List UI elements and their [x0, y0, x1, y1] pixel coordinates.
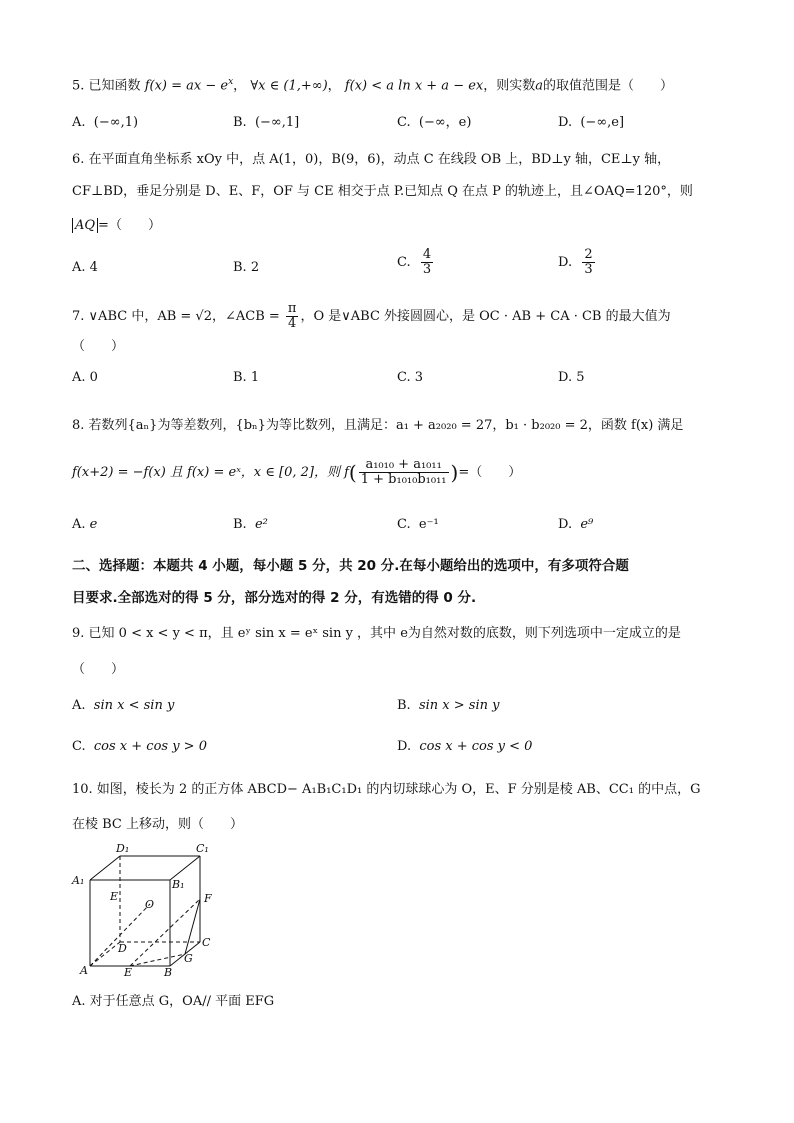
- q10-option-a[interactable]: A. 对于任意点 G，OA// 平面 EFG: [72, 994, 275, 1009]
- label-d1: D₁: [116, 842, 130, 855]
- q9-option-a[interactable]: A. sin x < sin y: [72, 698, 175, 713]
- q5-option-d[interactable]: D. (−∞,e]: [558, 115, 625, 130]
- label-b1: B₁: [172, 878, 185, 891]
- q5-stem: 5. 已知函数 f(x) = ax − $e^x$， ∀x ∈ (1,+∞)， f(x) < a ln x + a − ex，则实数a的取值范围是（ ）: [72, 77, 674, 94]
- cube-figure: [68, 842, 228, 982]
- q8-option-d[interactable]: D. e⁹: [558, 517, 594, 532]
- label-f: F: [204, 892, 212, 905]
- label-o: O: [145, 898, 155, 911]
- q6-option-c[interactable]: C. $\frac{4}{3}$: [397, 247, 432, 277]
- q6-option-d[interactable]: D. $\frac{2}{3}$: [558, 247, 593, 277]
- label-e: E: [124, 966, 133, 979]
- label-c: C: [202, 936, 211, 949]
- q9-option-b[interactable]: B. sin x > sin y: [397, 698, 500, 713]
- label-d: D: [118, 942, 127, 955]
- label-a: A: [80, 964, 88, 977]
- q9-option-d[interactable]: D. cos x + cos y < 0: [397, 739, 533, 754]
- edge-b1c1: [170, 856, 200, 880]
- q8-stem-line1: 8. 若数列{aₙ}为等差数列，{bₙ}为等比数列，且满足：a₁ + a₂₀₂₀ = 27，b₁ · b₂₀₂₀ = 2，函数 f(x) 满足: [72, 418, 684, 433]
- section2-heading-line2: 目要求.全部选对的得 5 分，部分选对的得 2 分，有选错的得 0 分.: [72, 590, 477, 606]
- q7-option-a[interactable]: A. 0: [72, 370, 98, 385]
- q9-paren: （ ）: [72, 662, 125, 677]
- q8-option-a[interactable]: A. e: [72, 517, 98, 532]
- q5-option-c[interactable]: C. (−∞，e): [397, 115, 472, 130]
- abs-aq: AQ: [72, 218, 98, 233]
- q9-stem: 9. 已知 0 < x < y < π，且 eʸ sin x = eˣ sin y ，其中 e为自然对数的底数，则下列选项中一定成立的是: [72, 626, 681, 641]
- q8-option-c[interactable]: C. e⁻¹: [397, 517, 439, 532]
- q5-option-a[interactable]: A. (−∞,1): [72, 115, 139, 130]
- label-c1: C₁: [196, 842, 209, 855]
- q7-option-c[interactable]: C. 3: [397, 370, 424, 385]
- label-e-top: E: [110, 890, 119, 903]
- section2-heading-line1: 二、选择题：本题共 4 小题，每小题 5 分，共 20 分.在每小题给出的选项中，有多项符合题: [72, 558, 629, 574]
- q9-option-c[interactable]: C. cos x + cos y > 0: [72, 739, 207, 754]
- q7-option-b[interactable]: B. 1: [233, 370, 260, 385]
- seg-gf: [185, 899, 200, 954]
- q6-option-b[interactable]: B. 2: [233, 260, 260, 275]
- q6-option-a[interactable]: A. 4: [72, 260, 98, 275]
- q7-stem: 7. ∨ABC 中，AB = √2，∠ACB = $\frac{\pi}{4}$ ，O 是∨ABC 外接圆圆心，是 OC · AB + CA · CB 的最大值为: [72, 301, 671, 331]
- q10-stem-line2: 在棱 BC 上移动，则（ ）: [72, 817, 244, 832]
- q7-paren: （ ）: [72, 339, 125, 354]
- label-g: G: [184, 952, 193, 965]
- edge-ad: [90, 942, 120, 966]
- q6-stem-line3: AQ =（ ）: [72, 216, 161, 236]
- label-b: B: [164, 966, 173, 979]
- q6-stem-line1: 6. 在平面直角坐标系 xOy 中，点 A(1，0)，B(9，6)，动点 C 在线段 OB 上，BD⊥y 轴，CE⊥y 轴，: [72, 152, 671, 167]
- q6-stem-line2: CF⊥BD，垂足分别是 D、E、F，OF 与 CE 相交于点 P.已知点 Q 在点 P 的轨迹上，且∠OAQ=120°，则: [72, 184, 693, 199]
- q7-option-d[interactable]: D. 5: [558, 370, 585, 385]
- q8-option-b[interactable]: B. e²: [233, 517, 268, 532]
- q8-stem-line2: f(x+2) = −f(x) 且 f(x) = eˣ，x ∈ [0, 2]，则 f( $\frac{\text{a₁₀₁₀ + a₁₀₁₁}}{\text{1 + b₁₀₁₀b₁₀₁₁}}$ )=（ ）: [72, 457, 522, 487]
- q10-stem-line1: 10. 如图，棱长为 2 的正方体 ABCD− A₁B₁C₁D₁ 的内切球球心为 O，E、F 分别是棱 AB、CC₁ 的中点，G: [72, 782, 701, 797]
- label-a1: A₁: [72, 874, 85, 887]
- edge-a1d1: [90, 856, 120, 880]
- q5-option-b[interactable]: B. (−∞,1]: [233, 115, 300, 130]
